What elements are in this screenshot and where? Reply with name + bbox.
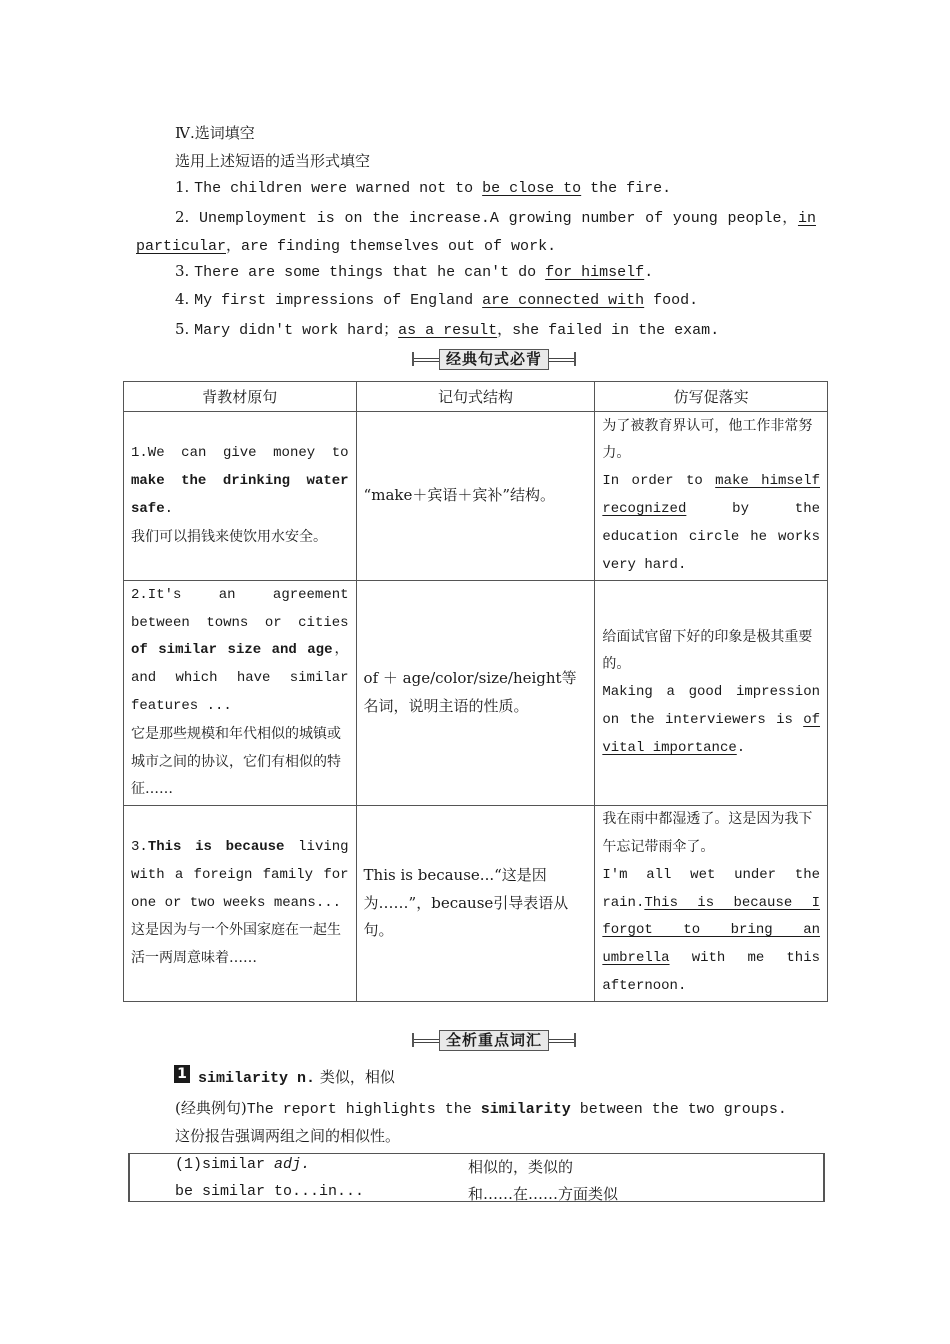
answer-blank: make himself recognized [602,473,820,517]
original-sentence-cell: 2.It's an agreement between towns or cities of similar size and age，and which have similar features ... 它是那些规模和年代相似的城镇或城市之间的协议，它们有相似的特征…… [124,581,357,806]
answer-blank: particular [136,238,227,255]
example-sentence: (经典例句)The report highlights the similarity between the two groups. [175,1099,787,1118]
answer-blank: in [797,210,816,227]
answer-blank: of vital importance [602,711,820,756]
practice-cell: 给面试官留下好的印象是极其重要的。 Making a good impression on the interviewers is of vital importance. [595,581,828,806]
header-practice: 仿写促落实 [595,382,828,412]
exercise-heading: Ⅳ.选词填空 [175,124,255,142]
exercise-item-3: 3. There are some things that he can't do for himself. [175,262,654,281]
answer-blank: for himself [545,264,645,281]
header-original: 背教材原句 [124,382,357,412]
structure-cell: “make＋宾语＋宾补”结构。 [356,412,595,581]
original-sentence-cell: 3.This is because living with a foreign family for one or two weeks means... 这是因为与一个外国家庭在一起生活一两周意味着…… [124,806,357,1002]
item-number-badge: 1 [174,1065,190,1083]
table-row [124,412,828,581]
example-translation: 这份报告强调两组之间的相似性。 [175,1127,401,1145]
answer-blank: This is because I forgot to bring an umbrella [602,894,820,967]
section-banner-sentences [412,348,576,370]
exercise-item-1: 1. The children were warned not to be close to the fire. [175,178,672,197]
derivative-zh: 和……在……方面类似 [468,1185,619,1203]
answer-blank: are connected with [482,292,645,309]
derivative-en: (1)similar adj. [175,1156,311,1173]
practice-cell: 为了被教育界认可，他工作非常努力。 In order to make himself recognized by the education circle he works very hard. [595,412,828,581]
answer-blank: as a result [398,322,498,339]
vocab-meaning: 类似，相似 [319,1068,395,1086]
derivatives-box [128,1153,825,1202]
structure-cell: of ＋ age/color/size/height等名词，说明主语的性质。 [356,581,595,806]
original-sentence-cell: 1.We can give money to make the drinking water safe. 我们可以捐钱来使饮用水安全。 [124,412,357,581]
exercise-item-2: 2. Unemployment is on the increase.A growing number of young people，in [175,208,816,227]
section-banner-vocab [412,1029,576,1051]
vocab-word: similarity n. [198,1070,316,1087]
table-header-row [124,382,828,412]
vocab-entry [198,1066,395,1087]
table-row [124,581,828,806]
exercise-item-4: 4. My first impressions of England are connected with food. [175,290,699,309]
sentence-pattern-table [123,381,828,1002]
table-row [124,806,828,1002]
answer-blank: be close to [482,180,582,197]
derivative-en: be similar to...in... [175,1183,365,1200]
banner-title: 经典句式必背 [439,349,549,370]
exercise-instruction: 选用上述短语的适当形式填空 [175,152,371,170]
structure-cell: This is because...“这是因为……”，because引导表语从句。 [356,806,595,1002]
exercise-item-2-cont: particular，are finding themselves out of work. [136,238,557,255]
header-structure: 记句式结构 [356,382,595,412]
exercise-item-5: 5. Mary didn't work hard；as a result，she failed in the exam. [175,320,720,339]
practice-cell: 我在雨中都湿透了。这是因为我下午忘记带雨伞了。 I'm all wet under the rain.This is because I forgot to bring an umbrella with me this afternoon. [595,806,828,1002]
banner-title: 全析重点词汇 [439,1030,549,1051]
derivative-zh: 相似的，类似的 [468,1158,574,1176]
